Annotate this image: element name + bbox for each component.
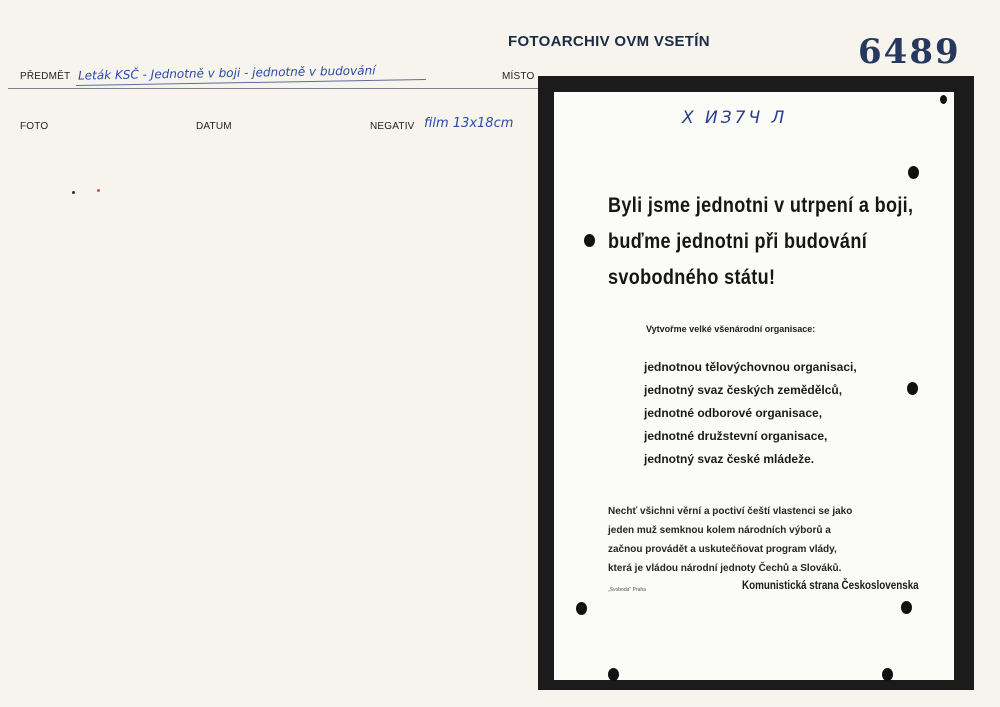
leaflet-intro: Vytvořme velké všenárodní organisace:: [646, 324, 816, 334]
speck: [97, 189, 100, 192]
pin-hole: [608, 668, 619, 681]
header-rule: [8, 88, 540, 89]
leaflet-headline: [608, 188, 914, 296]
pin-hole: [940, 95, 947, 104]
list-item: jednotnou tělovýchovnou organisaci,: [644, 360, 857, 374]
subject-label: PŘEDMĚT: [20, 71, 71, 82]
headline-line: Byli jsme jednotni v utrpení a boji,: [608, 194, 914, 217]
pin-hole: [882, 668, 893, 681]
speck: [72, 191, 75, 194]
place-label: MÍSTO: [502, 71, 535, 82]
list-item: jednotný svaz českých zemědělců,: [644, 383, 843, 397]
list-item: jednotné odborové organisace,: [644, 406, 823, 420]
headline-line: buďme jednotni při budování: [608, 230, 868, 253]
leaflet-paragraph: [608, 502, 908, 578]
catalog-number: 6489: [858, 32, 961, 72]
leaflet-photo: [538, 76, 974, 690]
printer-imprint: „Svoboda" Praha: [608, 587, 646, 593]
pin-hole: [584, 234, 595, 247]
date-label: DATUM: [196, 121, 232, 132]
leaflet-annotation: X ИЗ7Ч Л: [682, 108, 788, 128]
organisation-list: [644, 356, 857, 471]
subject-value: Leták KSČ - Jednotně v boji - jednotně v budování: [77, 63, 376, 83]
negative-value: film 13x18cm: [424, 116, 514, 131]
list-item: jednotné družstevní organisace,: [644, 429, 828, 443]
paragraph-line: která je vládou národní jednoty Čechů a Slováků.: [608, 563, 842, 574]
headline-line: svobodného státu!: [608, 266, 776, 289]
leaflet: [554, 92, 954, 680]
photo-label: FOTO: [20, 121, 49, 132]
archive-title: FOTOARCHIV OVM VSETÍN: [508, 33, 710, 50]
pin-hole: [907, 382, 918, 395]
pin-hole: [908, 166, 919, 179]
list-item: jednotný svaz české mládeže.: [644, 452, 815, 466]
pin-hole: [901, 601, 912, 614]
paragraph-line: jeden muž semknou kolem národních výborů a: [608, 525, 831, 536]
pin-hole: [576, 602, 587, 615]
paragraph-line: Nechť všichni věrní a poctiví čeští vlastenci se jako: [608, 506, 853, 517]
paragraph-line: začnou provádět a uskutečňovat program vlády,: [608, 544, 837, 555]
leaflet-signature: Komunistická strana Československa: [742, 578, 919, 592]
negative-label: NEGATIV: [370, 121, 415, 132]
